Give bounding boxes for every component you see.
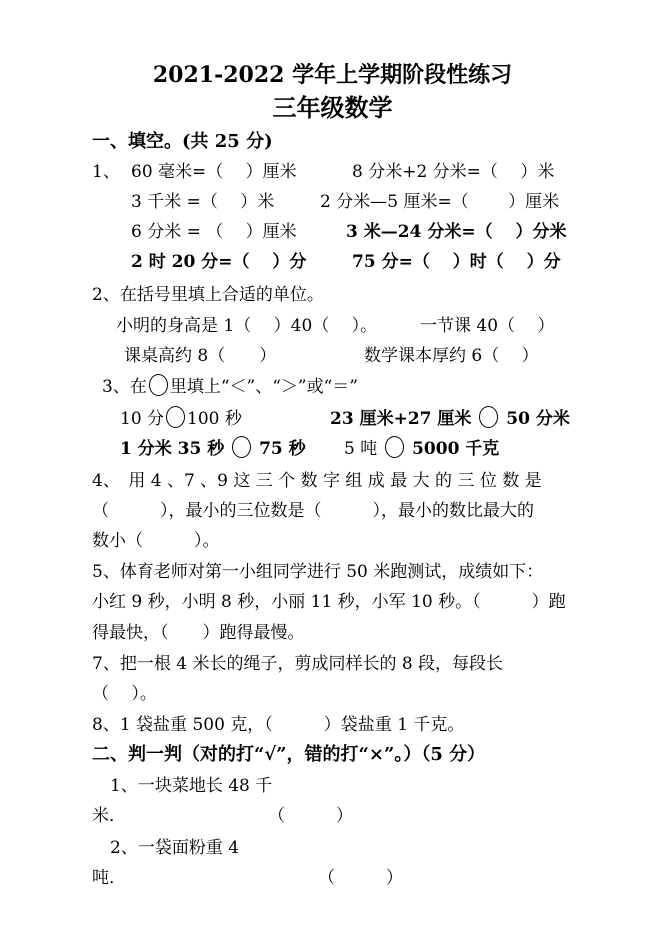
- q3-row2-right: [344, 434, 499, 459]
- q4-line2: （ ），最小的三位数是（ ），最小的数比最大的: [92, 501, 534, 521]
- q1-number: 1、: [92, 162, 120, 182]
- q3-r2a-left: 1 分米 35 秒: [120, 439, 225, 459]
- q3-instruction-pre: 3、在: [102, 377, 147, 397]
- compare-circle-icon[interactable]: [385, 436, 404, 458]
- q7-line2: （ ）。: [92, 684, 157, 704]
- q3-r2b-left: 5 吨: [344, 439, 378, 459]
- q1-row4-left: 2 时 20 分=（ ）分: [131, 252, 307, 272]
- worksheet-title: 2021-2022 学年上学期阶段性练习: [152, 62, 513, 88]
- q3-r1b-left: 23 厘米+27 厘米: [330, 409, 472, 429]
- q2-line2-left: 课桌高约 8（ ）: [124, 346, 277, 366]
- s2-item1-text: 1、一块菜地长 48 千: [110, 776, 273, 796]
- q8-line1: 8、1 袋盐重 500 克，（ ）袋盐重 1 千克。: [92, 715, 465, 735]
- q5-line1: 5、体育老师对第一小组同学进行 50 米跑测试，成绩如下：: [92, 562, 544, 582]
- compare-circle-icon[interactable]: [479, 406, 498, 428]
- s2-item1-tail: 米．: [92, 806, 126, 826]
- q4-line3: 数小（ ）。: [92, 531, 220, 551]
- q1-row3-left: 6 分米 = （ ）厘米: [131, 222, 297, 242]
- section-1-heading: 一、填空。(共 25 分): [92, 131, 273, 152]
- q2-line1-right: 一节课 40（ ）: [420, 316, 555, 336]
- q3-r2b-right: 5000 千克: [412, 439, 500, 459]
- q3-r1a-left: 10 分: [120, 409, 165, 429]
- q1-row4-right: 75 分=（ ）时（ ）分: [352, 252, 561, 272]
- q3-row2-left: [120, 434, 306, 459]
- q1-row1-right: 8 分米+2 分米=（ ）米: [352, 162, 555, 182]
- q2-line2-right: 数学课本厚约 6（ ）: [364, 346, 539, 366]
- section-2-heading: 二、判一判（对的打“√”，错的打“×”。）（5 分）: [92, 744, 486, 765]
- q1-row1-left: 60 毫米=（ ）厘米: [131, 162, 297, 182]
- q2-text: 2、在括号里填上合适的单位。: [92, 285, 324, 305]
- q3-row1-left: [120, 404, 242, 429]
- s2-item2-tail: 吨．: [92, 868, 126, 888]
- q2-line1-left: 小明的身高是 1（ ）40（ ）。: [116, 316, 378, 336]
- s2-item2-text: 2、一袋面粉重 4: [110, 838, 240, 858]
- s2-item1-answer-blank[interactable]: （ ）: [268, 806, 353, 826]
- q1-row3-right: 3 米—24 分米=（ ）分米: [346, 222, 567, 242]
- compare-circle-icon: [149, 374, 168, 396]
- q3-instruction-post: 里填上“＜”、“＞”或“＝”: [169, 377, 358, 397]
- q3-r1b-right: 50 分米: [506, 409, 570, 429]
- q3-row1-right: [330, 404, 570, 429]
- q4-line1: 4、 用 4 、7 、9 这 三 个 数 字 组 成 最 大 的 三 位 数 是: [92, 471, 542, 491]
- worksheet-subtitle: 三年级数学: [272, 93, 393, 122]
- q5-line3: 得最快，（ ）跑得最慢。: [92, 623, 305, 643]
- compare-circle-icon[interactable]: [232, 436, 251, 458]
- q3-r2a-right: 75 秒: [259, 439, 306, 459]
- q1-row2-left: 3 千米 =（ ）米: [131, 192, 275, 212]
- compare-circle-icon[interactable]: [166, 406, 185, 428]
- q3-instruction: [102, 372, 358, 397]
- s2-item2-answer-blank[interactable]: （ ）: [318, 868, 403, 888]
- q7-line1: 7、把一根 4 米长的绳子，剪成同样长的 8 段，每段长: [92, 654, 504, 674]
- q3-r1a-right: 100 秒: [187, 409, 242, 429]
- q5-line2: 小红 9 秒，小明 8 秒，小丽 11 秒，小军 10 秒。（ ）跑: [92, 592, 566, 612]
- q1-row2-right: 2 分米—5 厘米=（ ）厘米: [320, 192, 560, 212]
